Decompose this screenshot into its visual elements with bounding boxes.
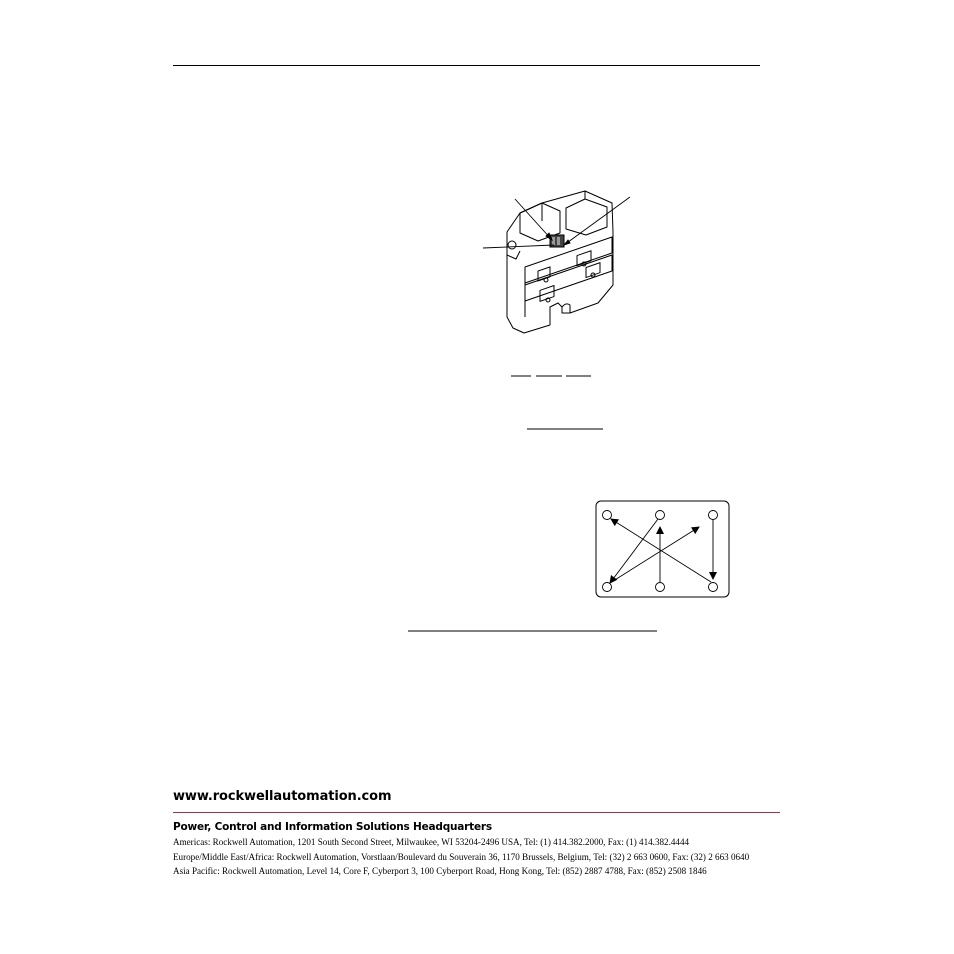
caption-underlines (505, 368, 610, 433)
callout-leader (483, 245, 554, 248)
terminal-node (603, 511, 612, 520)
header-rule (173, 65, 760, 66)
terminal-node (656, 511, 665, 520)
mounting-ear (507, 232, 520, 259)
footer-rule (173, 812, 780, 813)
module-illustration (480, 185, 640, 335)
footer-address-emea: Europe/Middle East/Africa: Rockwell Automation, Vorstlaan/Boulevard du Souverain 36, 1170 Brussels, Belgium, Tel: (32) 2 663 0600, Fax: (32) 2 663 0640 (173, 852, 750, 862)
diagram-frame (596, 501, 729, 597)
terminal-node (656, 583, 665, 592)
terminal-node (709, 583, 718, 592)
connection-arrow (610, 527, 699, 583)
section-underline (408, 628, 660, 634)
terminal-node (709, 511, 718, 520)
terminal-node (603, 583, 612, 592)
top-block-right (566, 199, 607, 235)
footer-headquarters-title: Power, Control and Information Solutions Headquarters (173, 821, 492, 833)
footer-website-url[interactable]: www.rockwellautomation.com (173, 789, 392, 804)
footer-address-americas: Americas: Rockwell Automation, 1201 South Second Street, Milwaukee, WI 53204-2496 USA, Tel: (1) 414.382.2000, Fax: (1) 414.382.4444 (173, 837, 690, 847)
terminal-pad (586, 263, 600, 278)
wiring-diagram (594, 499, 732, 599)
footer-address-asia-pacific: Asia Pacific: Rockwell Automation, Level 14, Core F, Cyberport 3, 100 Cyberport Road, Hong Kong, Tel: (852) 2887 4788, Fax: (852) 2508 1846 (173, 866, 707, 876)
mounting-hole (508, 241, 516, 249)
connection-arrow (610, 519, 658, 583)
